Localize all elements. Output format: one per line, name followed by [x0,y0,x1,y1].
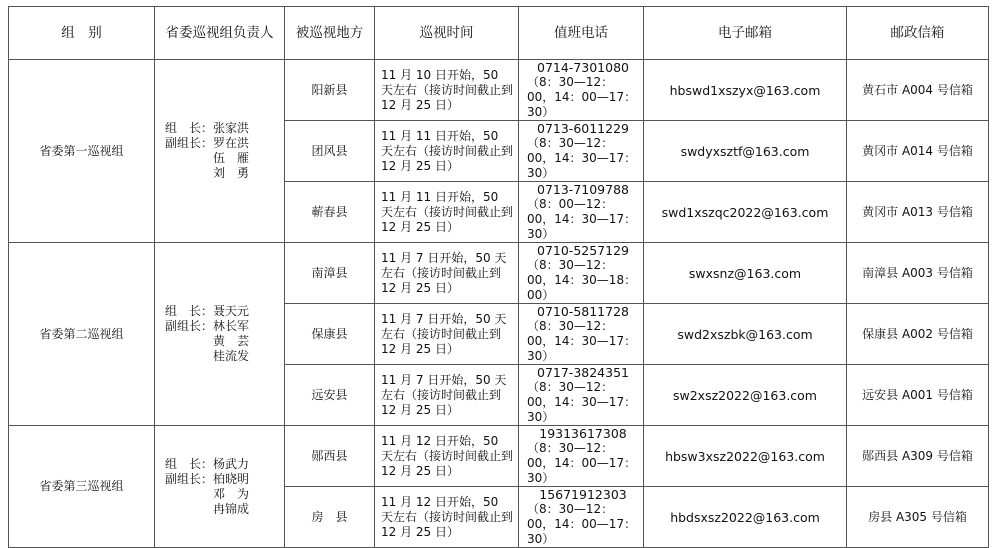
phone-number: 0710-5257129 [537,243,629,258]
mailbox-cell: 黄冈市 A014 号信箱 [847,121,989,182]
time-cell: 11 月 7 日开始，50 天左右（接访时间截止到 12 月 25 日） [375,243,519,304]
leader-line: 组 长：杨武力 [165,456,250,471]
duty-hours: （8：30—12：00，14：30—18：00） [527,258,637,302]
email-cell: hbsw3xsz2022@163.com [644,426,847,487]
phone-number: 0713-7109788 [537,182,629,197]
mailbox-cell: 远安县 A001 号信箱 [847,365,989,426]
time-cell: 11 月 12 日开始，50 天左右（接访时间截止到 12 月 25 日） [375,487,519,548]
phone-cell [519,182,644,243]
duty-hours: （8：30—12：00，14：00—17：30） [527,441,637,485]
place-cell: 保康县 [285,304,375,365]
email-cell: swd1xszqc2022@163.com [644,182,847,243]
time-cell: 11 月 7 日开始，50 天左右（接访时间截止到 12 月 25 日） [375,365,519,426]
header-row [9,7,989,60]
table-row [9,243,989,304]
group-name: 省委第二巡视组 [9,243,155,426]
email-cell: hbswd1xszyx@163.com [644,60,847,121]
place-cell: 房 县 [285,487,375,548]
duty-hours: （8：30—12：00，14：00—17：30） [527,75,637,119]
group-name: 省委第三巡视组 [9,426,155,548]
group-leaders [155,426,285,548]
phone-cell [519,121,644,182]
leader-line: 副组长：林长军 [165,319,250,333]
phone-number: 15671912303 [539,487,627,502]
header-group: 组 别 [9,7,155,60]
leader-line: 桂流发 [165,349,250,363]
table-row [9,60,989,121]
leader-line: 副组长：罗在洪 [165,136,250,150]
leader-line: 副组长：柏晓明 [165,471,250,486]
mailbox-cell: 房县 A305 号信箱 [847,487,989,548]
header-leader: 省委巡视组负责人 [155,7,285,60]
time-cell: 11 月 12 日开始，50 天左右（接访时间截止到 12 月 25 日） [375,426,519,487]
mailbox-cell: 黄石市 A004 号信箱 [847,60,989,121]
phone-cell [519,426,644,487]
phone-number: 0714-7301080 [537,60,629,75]
time-cell: 11 月 11 日开始，50 天左右（接访时间截止到 12 月 25 日） [375,121,519,182]
leader-line: 伍 雁 [165,151,250,165]
table-row [9,426,989,487]
phone-cell [519,304,644,365]
phone-cell [519,487,644,548]
phone-number: 0713-6011229 [537,121,629,136]
phone-number: 0710-5811728 [537,304,629,319]
phone-number: 0717-3824351 [537,365,629,380]
time-cell: 11 月 11 日开始，50 天左右（接访时间截止到 12 月 25 日） [375,182,519,243]
duty-hours: （8：30—12：00，14：30—17：30） [527,319,637,363]
duty-hours: （8：30—12：00，14：30—17：30） [527,136,637,180]
duty-hours: （8：00—12：00，14：30—17：30） [527,197,637,241]
leader-line: 黄 芸 [165,334,250,348]
phone-cell [519,365,644,426]
leader-line: 刘 勇 [165,166,250,180]
mailbox-cell: 南漳县 A003 号信箱 [847,243,989,304]
leader-line: 冉锦成 [165,501,250,516]
place-cell: 蕲春县 [285,182,375,243]
mailbox-cell: 郧西县 A309 号信箱 [847,426,989,487]
email-cell: swxsnz@163.com [644,243,847,304]
place-cell: 南漳县 [285,243,375,304]
duty-hours: （8：30—12：00，14：00—17：30） [527,502,637,546]
place-cell: 郧西县 [285,426,375,487]
mailbox-cell: 黄冈市 A013 号信箱 [847,182,989,243]
header-email: 电子邮箱 [644,7,847,60]
time-cell: 11 月 7 日开始，50 天左右（接访时间截止到 12 月 25 日） [375,304,519,365]
duty-hours: （8：30—12：00，14：30—17：30） [527,380,637,424]
email-cell: hbdsxsz2022@163.com [644,487,847,548]
group-leaders [155,60,285,243]
phone-cell [519,243,644,304]
email-cell: swd2xszbk@163.com [644,304,847,365]
group-leaders [155,243,285,426]
leader-line: 组 长：张家洪 [165,121,250,135]
place-cell: 团风县 [285,121,375,182]
mailbox-cell: 保康县 A002 号信箱 [847,304,989,365]
place-cell: 远安县 [285,365,375,426]
email-cell: sw2xsz2022@163.com [644,365,847,426]
header-place: 被巡视地方 [285,7,375,60]
phone-number: 19313617308 [539,426,627,441]
leader-line: 组 长：聂天元 [165,304,250,318]
email-cell: swdyxsztf@163.com [644,121,847,182]
time-cell: 11 月 10 日开始，50 天左右（接访时间截止到 12 月 25 日） [375,60,519,121]
place-cell: 阳新县 [285,60,375,121]
leader-line: 邓 为 [165,486,250,501]
inspection-table [8,6,989,548]
group-name: 省委第一巡视组 [9,60,155,243]
header-mailbox: 邮政信箱 [847,7,989,60]
header-time: 巡视时间 [375,7,519,60]
header-phone: 值班电话 [519,7,644,60]
phone-cell [519,60,644,121]
